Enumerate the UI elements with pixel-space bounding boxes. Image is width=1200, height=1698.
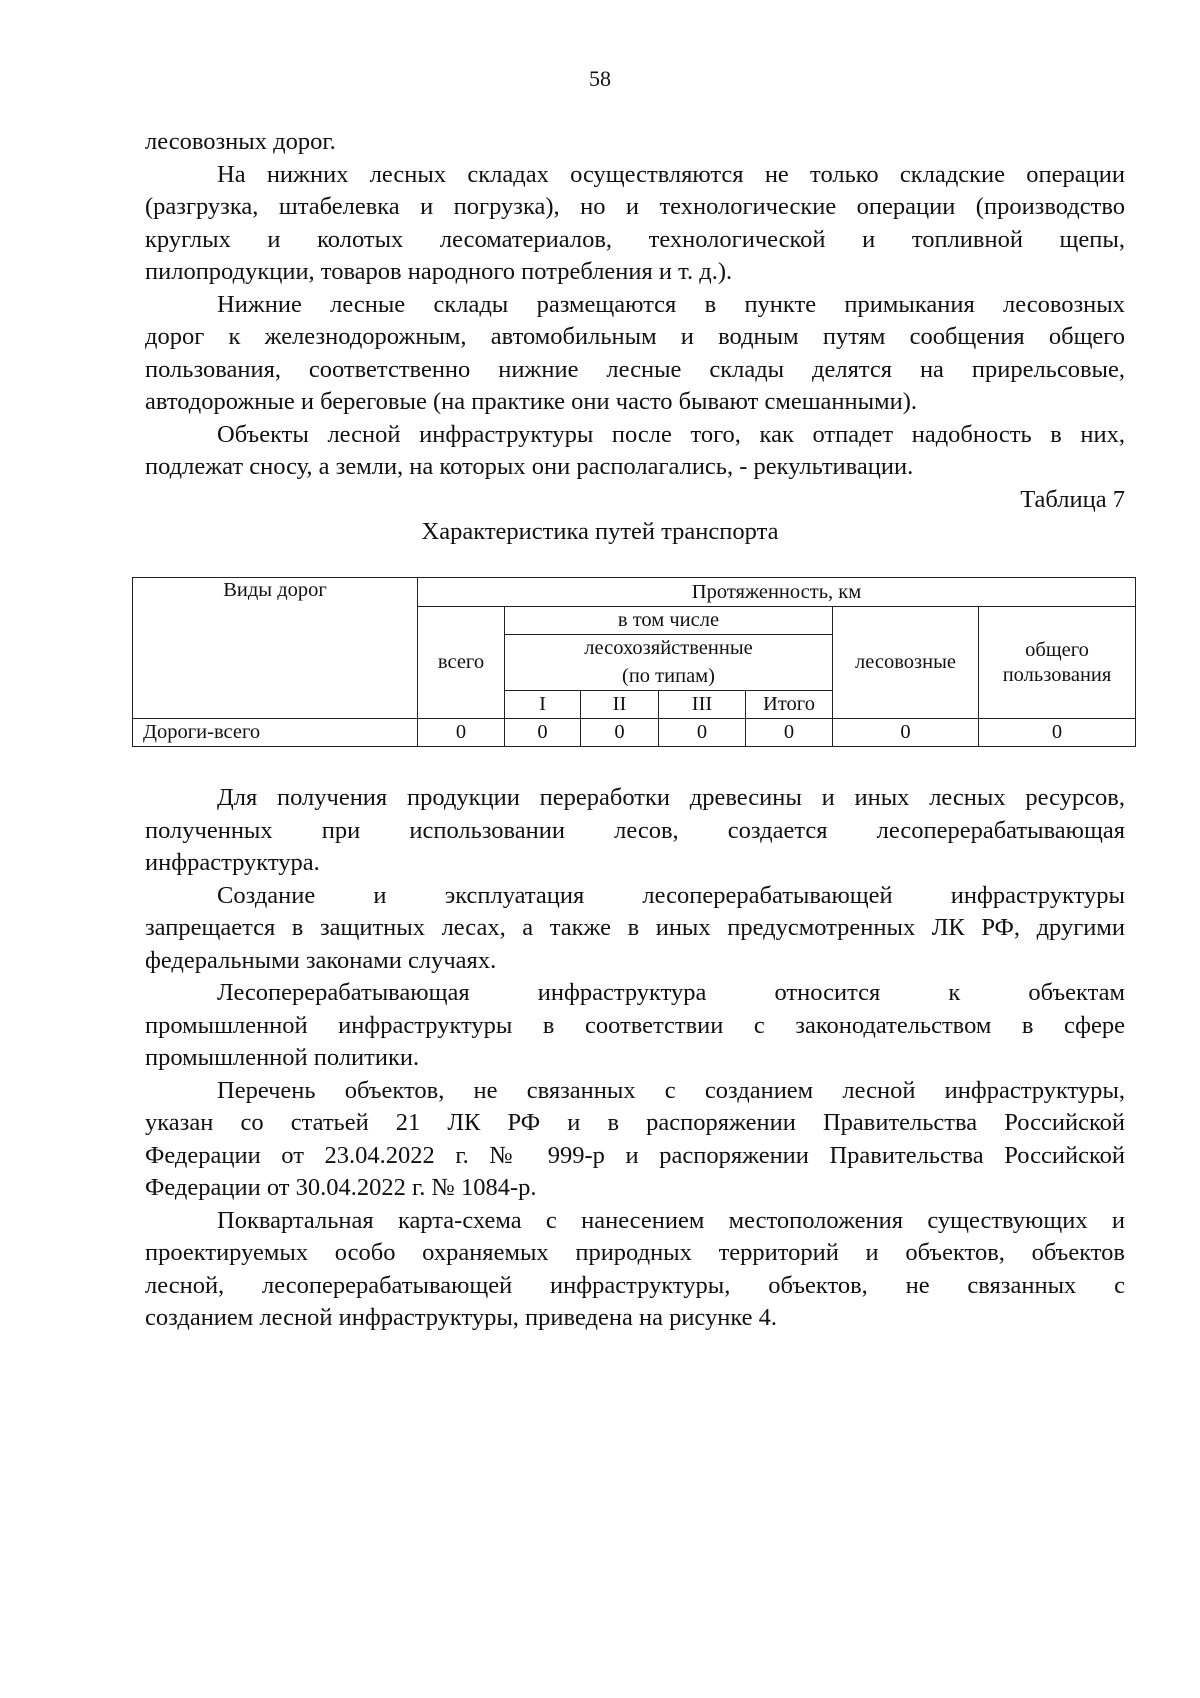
text-line: Объекты лесной инфраструктуры после того, как отпадет надобность в них, [217,420,1125,448]
text-line: промышленной политики. [145,1044,420,1071]
header-including: в том числе [505,607,833,635]
text-line: Перечень объектов, не связанных с созданием лесной инфраструктуры, [217,1076,1125,1104]
text-line: дорог к железнодорожным, автомобильным и водным путям сообщения общего [145,323,1125,350]
header-logging-roads: лесовозные [833,607,979,719]
text-line: (разгрузка, штабелевка и погрузка), но и технологические операции (производство [145,193,1125,220]
text-line: автодорожные и береговые (на практике они часто бывают смешанными). [145,388,918,415]
top-text-block [145,126,1125,516]
text-line: созданием лесной инфраструктуры, приведена на рисунке 4. [145,1304,778,1331]
table-title: Характеристика путей транспорта [421,518,779,545]
header-forest-mgmt: лесохозяйственные [505,635,833,663]
table-cell: 0 [833,719,979,747]
text-line: запрещается в защитных лесах, а также в иных предусмотренных ЛК РФ, другими [145,914,1125,941]
table-cell: 0 [505,719,581,747]
text-line: лесной, лесоперерабатывающей инфраструктуры, объектов, не связанных с [145,1271,1125,1299]
table-row [133,719,1136,747]
text-line: инфраструктура. [145,849,320,876]
text-line: полученных при использовании лесов, создается лесоперерабатывающая [145,816,1125,844]
bottom-text-block [145,782,1125,1335]
text-line: круглых и колотых лесоматериалов, технологической и топливной щепы, [145,225,1125,253]
text-line: Федерации от 30.04.2022 г. № 1084-р. [145,1174,537,1201]
row-label: Дороги-всего [133,719,418,747]
header-road-types: Виды дорог [133,578,418,719]
text-line: Нижние лесные склады размещаются в пункте примыкания лесовозных [217,290,1125,318]
header-public-line: общего [1025,638,1089,661]
table-cell: 0 [581,719,659,747]
text-line: Федерации от 23.04.2022 г. № 999-р и распоряжении Правительства Российской [145,1141,1125,1169]
text-line: Лесоперерабатывающая инфраструктура относится к объектам [217,979,1125,1006]
table-cell: 0 [979,719,1136,747]
header-length: Протяженность, км [418,578,1136,607]
page-number: 58 [589,66,611,91]
header-type-3: III [659,691,746,719]
table-cell: 0 [659,719,746,747]
text-line: Поквартальная карта-схема с нанесением местоположения существующих и [217,1206,1125,1234]
header-type-2: II [581,691,659,719]
header-public-roads [979,607,1136,719]
header-type-total: Итого [746,691,833,719]
text-line: пилопродукции, товаров народного потребления и т. д.). [145,258,733,285]
table-cell: 0 [746,719,833,747]
table-label: Таблица 7 [1020,485,1125,513]
text-line: проектируемых особо охраняемых природных территорий и объектов, объектов [145,1239,1125,1266]
table-cell: 0 [418,719,505,747]
road-characteristics-table [132,577,1136,747]
header-by-types: (по типам) [505,663,833,691]
text-line: пользования, соответственно нижние лесные склады делятся на прирельсовые, [145,355,1125,383]
header-public-line: пользования [1002,663,1112,686]
text-line: промышленной инфраструктуры в соответствии с законодательством в сфере [145,1011,1125,1039]
text-line: лесовозных дорог. [145,128,336,155]
text-line: указан со статьей 21 ЛК РФ и в распоряжении Правительства Российской [145,1109,1125,1136]
header-type-1: I [505,691,581,719]
text-line: федеральными законами случаях. [145,946,497,974]
text-line: На нижних лесных складах осуществляются не только складские операции [217,160,1125,188]
header-total: всего [418,607,505,719]
text-line: Создание и эксплуатация лесоперерабатывающей инфраструктуры [217,881,1125,909]
text-line: подлежат сносу, а земли, на которых они располагались, - рекультивации. [145,453,914,480]
text-line: Для получения продукции переработки древесины и иных лесных ресурсов, [217,784,1125,811]
